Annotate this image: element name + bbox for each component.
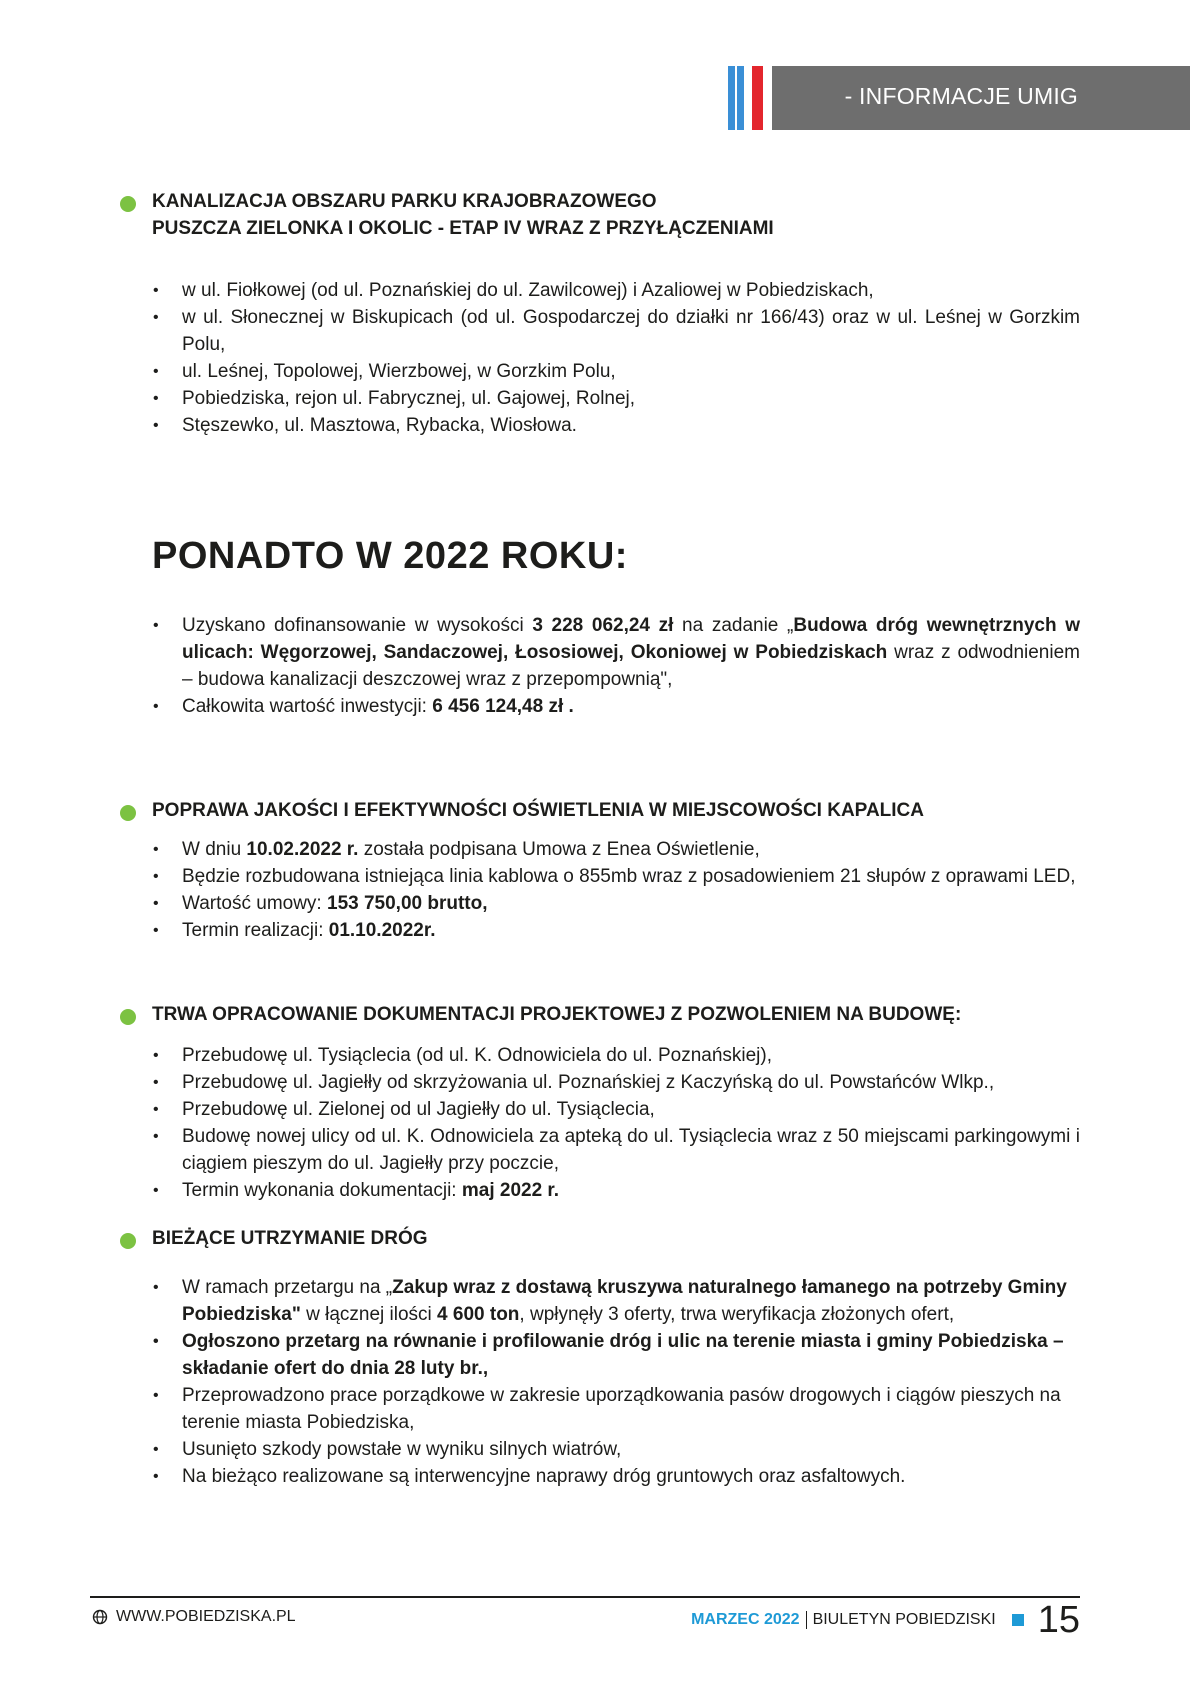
- bullet-icon: •: [153, 868, 159, 885]
- bullet-icon: •: [153, 1101, 159, 1118]
- bullet-icon: •: [153, 309, 159, 326]
- header-stripes: [728, 66, 766, 130]
- bullet-icon: •: [153, 698, 159, 715]
- green-bullet-icon: [120, 1009, 136, 1025]
- list-item: • Budowę nowej ulicy od ul. K. Odnowiciela za apteką do ul. Tysiąclecia wraz z 50 miejscami parkingowymi i ciągiem pieszym do ul. Jagiełły przy poczcie,: [150, 1123, 1080, 1177]
- section-heading-text: POPRAWA JAKOŚCI I EFEKTYWNOŚCI OŚWIETLENIA W MIEJSCOWOŚCI KAPALICA: [152, 800, 924, 821]
- list-item: • w ul. Słonecznej w Biskupicach (od ul. Gospodarczej do działki nr 166/43) oraz w ul. Leśnej w Gorzkim Polu,: [150, 304, 1080, 358]
- page-number: 15: [1037, 1599, 1080, 1641]
- globe-icon: [92, 1609, 108, 1625]
- footer-separator: [806, 1611, 807, 1629]
- list-item: • Wartość umowy: 153 750,00 brutto,: [150, 890, 1080, 917]
- bullet-icon: •: [153, 390, 159, 407]
- bullet-icon: •: [153, 1333, 159, 1350]
- header-stripe-red: [752, 66, 763, 130]
- header-stripe-blue: [728, 66, 735, 130]
- list-item: • Będzie rozbudowana istniejąca linia kablowa o 855mb wraz z posadowieniem 21 słupów z oprawami LED,: [150, 863, 1080, 890]
- bullet-icon: •: [153, 1074, 159, 1091]
- section-heading-text: TRWA OPRACOWANIE DOKUMENTACJI PROJEKTOWEJ Z POZWOLENIEM NA BUDOWĘ:: [152, 1004, 962, 1025]
- list-item: • Na bieżąco realizowane są interwencyjne naprawy dróg gruntowych oraz asfaltowych.: [150, 1463, 1080, 1490]
- list-item: • Ogłoszono przetarg na równanie i profilowanie dróg i ulic na terenie miasta i gminy Pobiedziska – składanie ofert do dnia 28 luty br.,: [150, 1328, 1080, 1382]
- bullet-icon: •: [153, 922, 159, 939]
- list-item: • Przebudowę ul. Tysiąclecia (od ul. K. Odnowiciela do ul. Poznańskiej),: [150, 1042, 1080, 1069]
- dokumentacja-list: [150, 1042, 1080, 1204]
- footer-website[interactable]: [92, 1608, 296, 1626]
- section-heading-text: KANALIZACJA OBSZARU PARKU KRAJOBRAZOWEGO PUSZCZA ZIELONKA I OKOLIC - ETAP IV WRAZ Z PRZYŁĄCZENIAMI: [152, 191, 774, 239]
- list-item: • Przeprowadzono prace porządkowe w zakresie uporządkowania pasów drogowych i ciągów pieszych na terenie miasta Pobiedziska,: [150, 1382, 1080, 1436]
- website-link[interactable]: WWW.POBIEDZISKA.PL: [116, 1608, 296, 1625]
- list-item: • W ramach przetargu na „Zakup wraz z dostawą kruszywa naturalnego łamanego na potrzeby Gminy Pobiedziska" w łącznej ilości 4 600 ton, wpłynęły 3 oferty, trwa weryfikacja złożonych ofert,: [150, 1274, 1080, 1328]
- bullet-icon: •: [153, 617, 159, 634]
- section-heading-text: BIEŻĄCE UTRZYMANIE DRÓG: [152, 1228, 428, 1249]
- list-item: • Całkowita wartość inwestycji: 6 456 124,48 zł .: [150, 693, 1080, 720]
- bullet-icon: •: [153, 1387, 159, 1404]
- list-item: • Stęszewko, ul. Masztowa, Rybacka, Wiosłowa.: [150, 412, 1080, 439]
- green-bullet-icon: [120, 805, 136, 821]
- footer-publication-info: [691, 1600, 1080, 1640]
- header-title: - INFORMACJE UMIG: [844, 83, 1078, 109]
- header-bar: [772, 66, 1190, 130]
- list-item: • Uzyskano dofinansowanie w wysokości 3 228 062,24 zł na zadanie „Budowa dróg wewnętrznych w ulicach: Węgorzowej, Sandaczowej, Łososiowej, Okoniowej w Pobiedziskach wraz z odwodnieniem – budowa kanalizacji deszczowej wraz z przepompownią",: [150, 612, 1080, 693]
- page-title: PONADTO W 2022 ROKU:: [152, 535, 628, 577]
- list-item: • Termin realizacji: 01.10.2022r.: [150, 917, 1080, 944]
- bullet-icon: •: [153, 1279, 159, 1296]
- green-bullet-icon: [120, 196, 136, 212]
- list-item: • Usunięto szkody powstałe w wyniku silnych wiatrów,: [150, 1436, 1080, 1463]
- list-item: • W dniu 10.02.2022 r. została podpisana Umowa z Enea Oświetlenie,: [150, 836, 1080, 863]
- bullet-icon: •: [153, 1047, 159, 1064]
- ponadto-list: [150, 612, 1080, 720]
- list-item: • Przebudowę ul. Jagiełły od skrzyżowania ul. Poznańskiej z Kaczyńską do ul. Powstańców Wlkp.,: [150, 1069, 1080, 1096]
- green-bullet-icon: [120, 1233, 136, 1249]
- bullet-icon: •: [153, 1182, 159, 1199]
- publication-name: BIULETYN POBIEDZISKI: [812, 1611, 996, 1628]
- bullet-icon: •: [153, 417, 159, 434]
- kanalizacja-list: [150, 277, 1080, 439]
- oswietlenie-list: [150, 836, 1080, 944]
- drogi-list: [150, 1274, 1080, 1490]
- bullet-icon: •: [153, 363, 159, 380]
- list-item: • w ul. Fiołkowej (od ul. Poznańskiej do ul. Zawilcowej) i Azaliowej w Pobiedziskach,: [150, 277, 1080, 304]
- header-stripe-blue: [737, 66, 744, 130]
- list-item: • Pobiedziska, rejon ul. Fabrycznej, ul. Gajowej, Rolnej,: [150, 385, 1080, 412]
- bullet-icon: •: [153, 895, 159, 912]
- footer-divider: [90, 1596, 1080, 1598]
- bullet-icon: •: [153, 282, 159, 299]
- bullet-icon: •: [153, 841, 159, 858]
- square-icon: [1012, 1614, 1024, 1626]
- list-item: • Przebudowę ul. Zielonej od ul Jagiełły do ul. Tysiąclecia,: [150, 1096, 1080, 1123]
- issue-month: MARZEC 2022: [691, 1611, 800, 1628]
- bullet-icon: •: [153, 1441, 159, 1458]
- bullet-icon: •: [153, 1128, 159, 1145]
- list-item: • ul. Leśnej, Topolowej, Wierzbowej, w Gorzkim Polu,: [150, 358, 1080, 385]
- bullet-icon: •: [153, 1468, 159, 1485]
- list-item: • Termin wykonania dokumentacji: maj 2022 r.: [150, 1177, 1080, 1204]
